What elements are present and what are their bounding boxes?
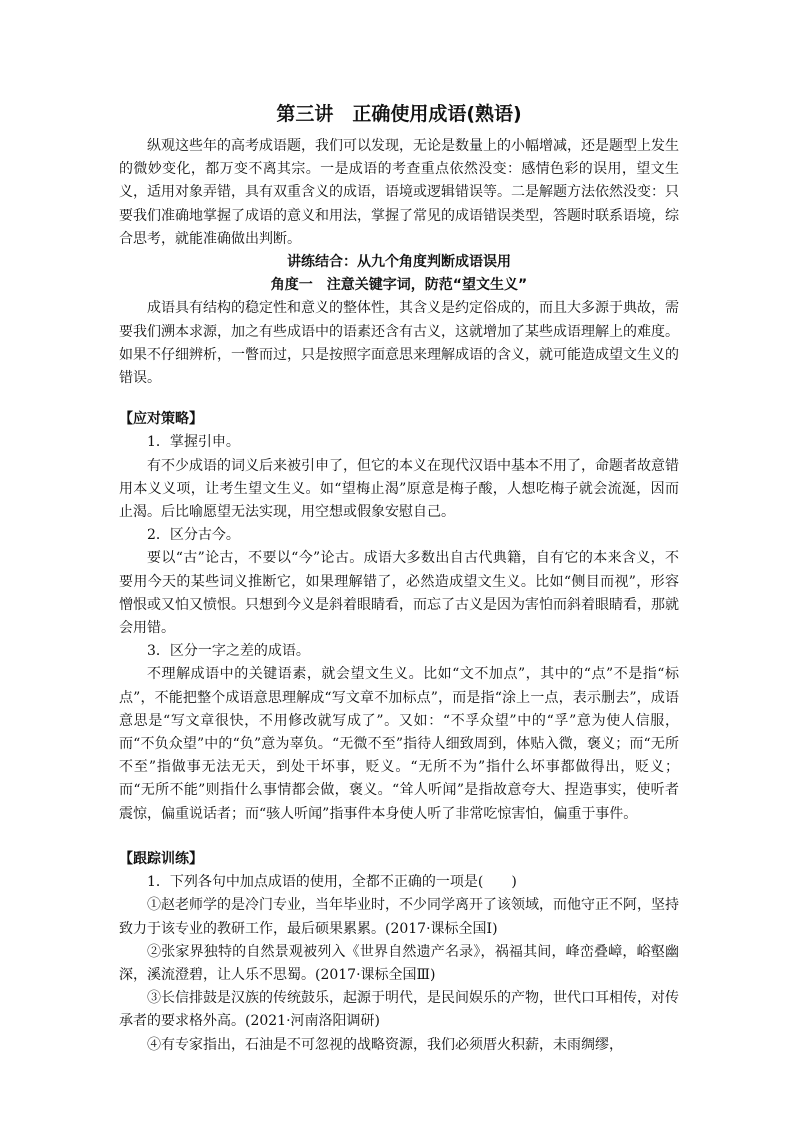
practice-option: ④有专家指出，石油是不可忽视的战略资源，我们必须厝火积薪，未雨绸缪， <box>147 1036 623 1053</box>
angle-heading: 角度一 注意关键字词，防范“望文生义” <box>270 277 528 294</box>
document-page <box>119 101 679 1057</box>
strategy-item-title: 3．区分一字之差的成语。 <box>147 643 310 660</box>
strategy-item-title: 1．掌握引申。 <box>147 434 240 451</box>
practice-option: ①赵老师学的是冷门专业，当年毕业时，不少同学离开了该领域，而他守正不阿，坚持致力于该专业的教研工作，最后硕果累累。(2017·课标全国Ⅰ) <box>119 897 679 937</box>
strategy-item-body: 有不少成语的词义后来被引申了，但它的本义在现代汉语中基本不用了，命题者故意错用本义义项，让考生望文生义。如“望梅止渴”原意是梅子酸，人想吃梅子就会流涎，因而止渴。后比喻愿望无法实现，用空想或假象安慰自己。 <box>119 457 679 521</box>
strategy-heading: 【应对策略】 <box>119 411 203 428</box>
practice-heading: 【跟踪训练】 <box>119 850 203 867</box>
strategy-item-body: 要以“古”论古，不要以“今”论古。成语大多数出自古代典籍，自有它的本来含义，不要用今天的某些词义推断它，如果理解错了，必然造成望文生义。比如“侧目而视”，形容憎恨或又怕又愤恨。只想到今义是斜着眼睛看，而忘了古义是因为害怕而斜着眼睛看，那就会用错。 <box>119 550 679 637</box>
practice-question: 1．下列各句中加点成语的使用，全都不正确的一项是( ) <box>147 874 517 891</box>
page-title: 第三讲 正确使用成语(熟语) <box>276 103 522 125</box>
practice-option: ②张家界独特的自然景观被列入《世界自然遗产名录》，祸福其间，峰峦叠嶂，峪壑幽深，溪流澄碧，让人乐不思蜀。(2017·课标全国Ⅲ) <box>119 943 679 983</box>
angle-body: 成语具有结构的稳定性和意义的整体性，其含义是约定俗成的，而且大多源于典故，需要我们溯本求源，加之有些成语中的语素还含有古义，这就增加了某些成语理解上的难度。如果不仔细辨析，一瞥而过，只是按照字面意思来理解成语的含义，就可能造成望文生义的错误。 <box>119 300 679 387</box>
practice-option: ③长信排鼓是汉族的传统鼓乐，起源于明代，是民间娱乐的产物，世代口耳相传，对传承者的要求格外高。(2021·河南洛阳调研) <box>119 990 679 1030</box>
intro-paragraph: 纵观这些年的高考成语题，我们可以发现，无论是数量上的小幅增减，还是题型上发生的微妙变化，都万变不离其宗。一是成语的考查重点依然没变：感情色彩的误用，望文生义，适用对象弄错，具有双重含义的成语，语境或逻辑错误等。二是解题方法依然没变：只要我们准确地掌握了成语的意义和用法，掌握了常见的成语错误类型，答题时联系语境，综合思考，就能准确做出判断。 <box>119 138 679 247</box>
strategy-item-body: 不理解成语中的关键语素，就会望文生义。比如“文不加点”，其中的“点”不是指“标点”，不能把整个成语意思理解成“写文章不加标点”，而是指“涂上一点，表示删去”，成语意思是“写文章很快，不用修改就写成了”。又如：“不孚众望”中的“孚”意为使人信服，而“不负众望”中的“负”意为辜负。“无微不至”指待人细致周到，体贴入微，褒义；而“无所不至”指做事无法无天，到处干坏事，贬义。“无所不为”指什么坏事都做得出，贬义；而“无所不能”则指什么事情都会做，褒义。“耸人听闻”是指故意夸大、捏造事实，使听者震惊，偏重说话者；而“骇人听闻”指事件本身使人听了非常吃惊害怕，偏重于事件。 <box>119 666 679 822</box>
strategy-item-title: 2．区分古今。 <box>147 527 240 544</box>
subheading: 讲练结合：从九个角度判断成语误用 <box>287 254 511 271</box>
